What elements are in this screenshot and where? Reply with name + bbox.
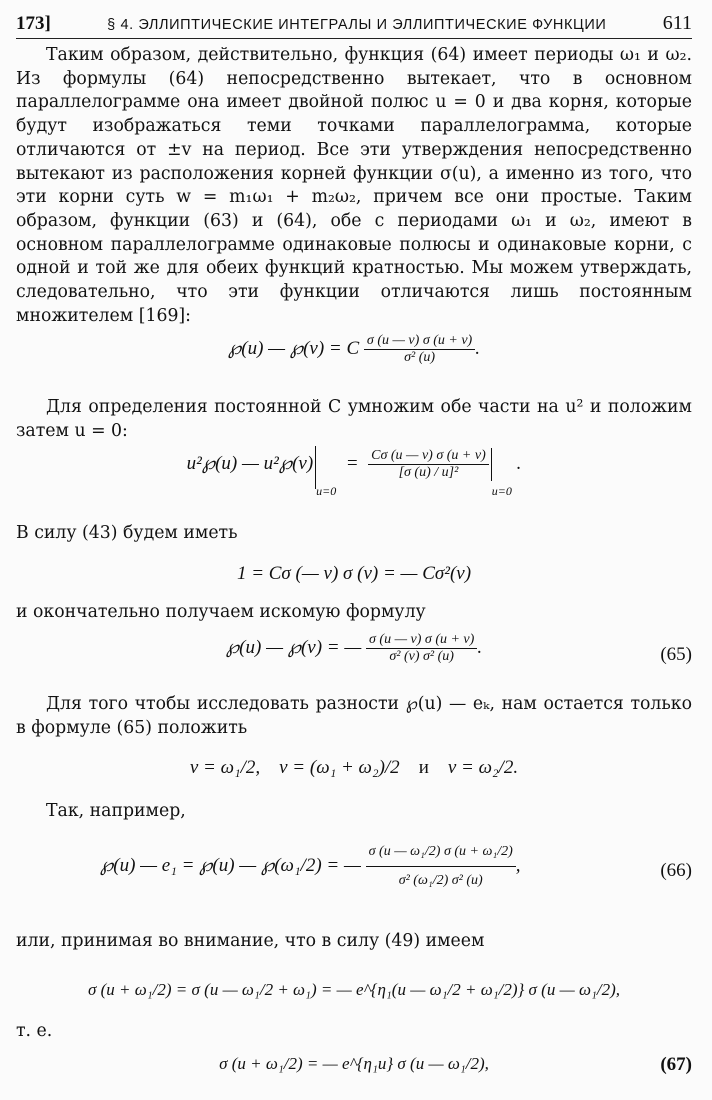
eq6-fraction [366, 838, 516, 895]
eq1-end: . [475, 337, 480, 359]
eq4-end: . [477, 636, 483, 658]
eq6-end: , [515, 854, 521, 876]
eq1-denominator: σ² (u) [404, 350, 436, 365]
paragraph-6: Так, например, [46, 801, 186, 821]
paragraph-8: т. е. [16, 1021, 53, 1041]
running-header [16, 12, 692, 39]
equation-3: 1 = Cσ (— v) σ (v) = — Cσ²(v) [236, 563, 472, 584]
eq2-lhs: u²℘(u) — u²℘(v) [186, 453, 314, 474]
chapter-title: § 4. ЭЛЛИПТИЧЕСКИЕ ИНТЕГРАЛЫ И ЭЛЛИПТИЧЕСКИЕ ФУНКЦИИ [107, 17, 607, 33]
page-number: 611 [662, 12, 692, 34]
paragraph-4: и окончательно получаем искомую формулу [16, 602, 426, 622]
eq6-numerator: σ (u — ω₁/2) σ (u + ω₁/2) [366, 838, 516, 867]
paragraph-2: Для определения постоянной C умножим обе части на u² и положим затем u = 0: [16, 397, 692, 441]
equation-6 [100, 838, 692, 895]
eq4-fraction [366, 632, 477, 665]
paragraph-7: или, принимая во внимание, что в силу (49) имеем [16, 931, 485, 951]
eq6-lhs: ℘(u) — e₁ = ℘(u) — ℘(ω₁/2) = — [100, 854, 361, 876]
paragraph-5: Для того чтобы исследовать разности ℘(u) — eₖ, нам остается только в формуле (65) положить [16, 694, 692, 738]
eq4-lhs: ℘(u) — ℘(v) = — [225, 636, 362, 658]
eq2-denominator: [σ (u) / u]² [398, 465, 459, 481]
eq2-numerator: Cσ (u — v) σ (u + v) [368, 448, 489, 465]
paragraph-1: Таким образом, действительно, функция (64) имеет периоды ω₁ и ω₂. Из формулы (64) непосредственно вытекает, что в основном параллелограмме она имеет двойной полюс u = 0 и два корня, которые будут изображаться теми точками параллелограмма, которые отличаются от ±v на период. Все эти утверждения непосредственно вытекают из расположения корней функции σ(u), а именно из того, что эти корни суть w = m₁ω₁ + m₂ω₂, причем все они простые. Таким образом, функции (63) и (64), обе с периодами ω₁ и ω₂, имеют в основном параллелограмме одинаковые полюсы и одинаковые корни, с одной и той же для обеих функций кратностью. Мы можем утверждать, следовательно, что эти функции отличаются лишь постоянным множителем [169]: [16, 45, 692, 326]
equation-number-67: (67) [660, 1054, 692, 1075]
eq5-c: v = ω₂/2. [447, 757, 519, 778]
eq6-denominator: σ² (ω₁/2) σ² (u) [398, 873, 483, 888]
eq4-denominator: σ² (v) σ² (u) [389, 649, 454, 664]
eq5-b: v = (ω₁ + ω₂)/2 [279, 757, 400, 778]
eq4-numerator: σ (u — v) σ (u + v) [366, 632, 477, 649]
section-number: 173] [16, 13, 51, 34]
eq1-fraction [364, 333, 475, 366]
eq2-lhs-bar [187, 446, 317, 489]
eq5-a: v = ω₁/2, [189, 757, 261, 778]
equation-1 [16, 333, 692, 366]
eq2-sub2: u=0 [491, 484, 512, 498]
equation-4 [16, 632, 692, 665]
eq2-sub: u=0 [316, 484, 337, 498]
eq1-numerator: σ (u — v) σ (u + v) [364, 333, 475, 350]
equation-number-65: (65) [660, 644, 692, 665]
eq5-and: и [418, 757, 429, 778]
eq1-lhs: ℘(u) — ℘(v) = C [228, 337, 360, 359]
equation-2 [16, 446, 692, 499]
equation-7: σ (u + ω₁/2) = σ (u — ω₁/2 + ω₁) = — e^{η₁(u — ω₁/2 + ω₁/2)} σ (u — ω₁/2), [87, 980, 620, 999]
paragraph-3: В силу (43) будем иметь [16, 523, 238, 543]
equation-number-66: (66) [660, 860, 692, 881]
eq2-rhs-bar [368, 448, 492, 481]
eq2-end: . [516, 453, 522, 474]
equation-5 [16, 757, 692, 779]
eq2-fraction [368, 448, 489, 481]
equation-8: σ (u + ω₁/2) = — e^{η₁u} σ (u — ω₁/2), [219, 1054, 489, 1073]
eq2-mid: = [345, 453, 359, 474]
